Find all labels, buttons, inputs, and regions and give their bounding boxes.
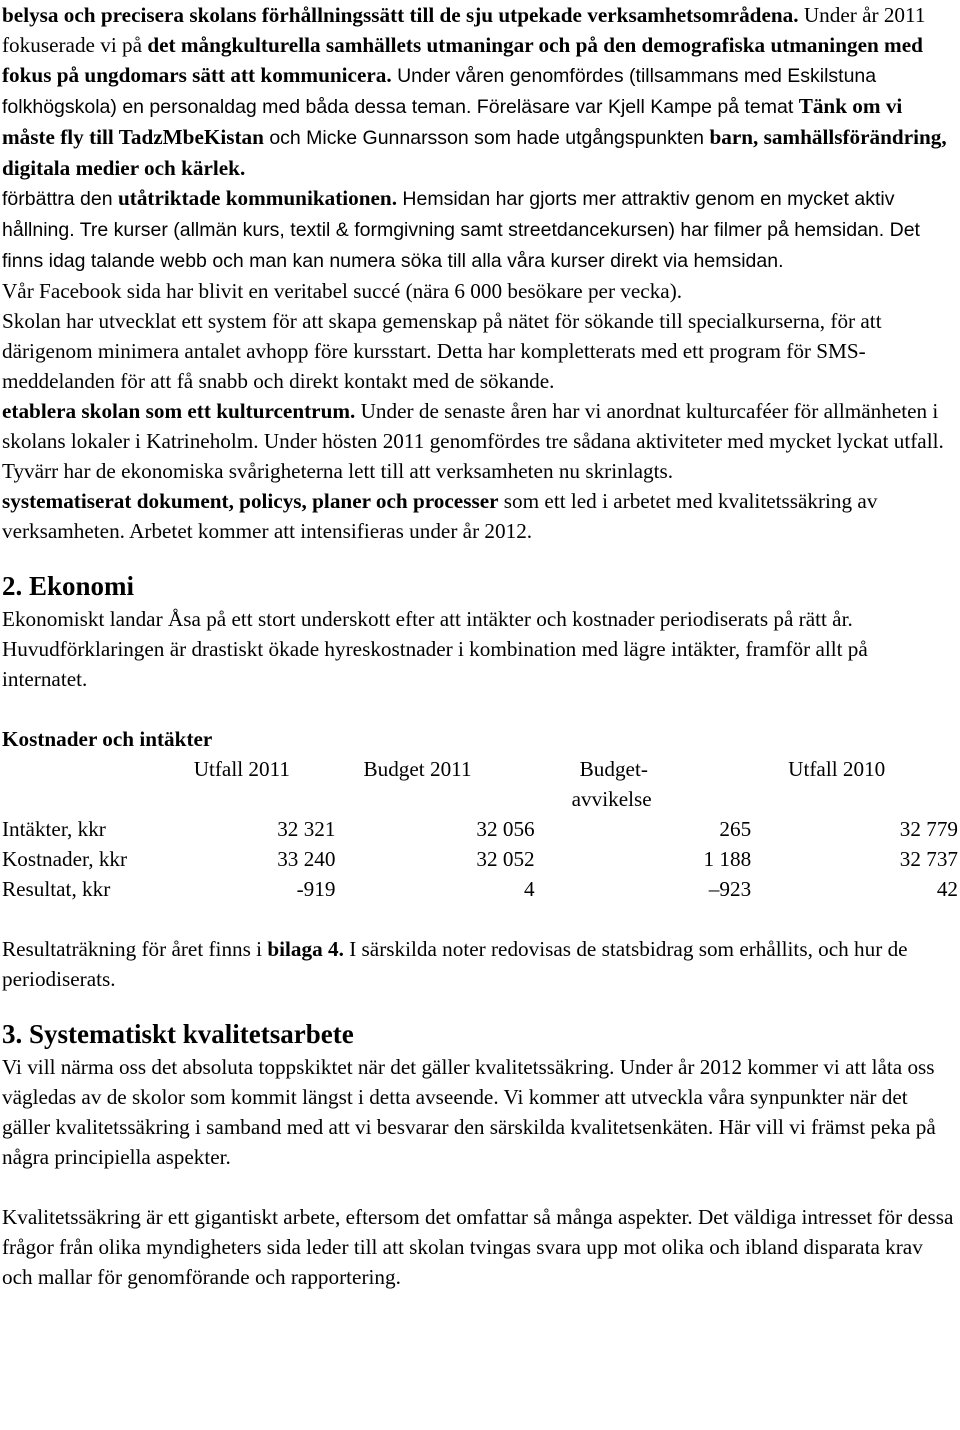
text: Hemsidan har gjorts mer attraktiv genom en mycket aktiv hållning. Tre kurser (allmän kurs, textil & formgivning samt streetdancekursen) har filmer på hemsidan. Det finns idag talande webb och man kan numera söka till alla våra kurser direkt via hemsidan. bbox=[2, 188, 920, 272]
paragraph-ekonomi-intro: Ekonomiskt landar Åsa på ett stort underskott efter att intäkter och kostnader periodiserats på rätt år. Huvudförklaringen är drastiskt ökade hyreskostnader i kombination med lägre intäkter, framför allt på internatet. bbox=[2, 607, 868, 691]
column-header bbox=[535, 754, 752, 784]
text: I särskilda noter redovisas de statsbidrag som erhållits, och hur de periodiserats. bbox=[2, 937, 908, 991]
paragraph-kulturcentrum bbox=[2, 396, 958, 486]
paragraph-systematiserat bbox=[2, 486, 958, 546]
table-row bbox=[2, 844, 958, 874]
column-header-line: avvikelse bbox=[571, 787, 652, 811]
finance-table bbox=[2, 754, 958, 904]
bold-text: bilaga 4. bbox=[267, 937, 344, 961]
paragraph-hemsida bbox=[2, 183, 958, 276]
text: och Micke Gunnarsson som hade utgångspunkten bbox=[263, 127, 710, 149]
table-header-row-continued bbox=[2, 784, 958, 814]
paragraph-kommunikation bbox=[2, 0, 958, 183]
text: Under våren genomfördes (tillsammans med Eskilstuna folkhögskola) en personaldag med båda dessa teman. Föreläsare var Kjell Kampe på temat bbox=[2, 65, 877, 118]
cell: 33 240 bbox=[277, 847, 336, 871]
cell: -919 bbox=[296, 877, 336, 901]
paragraph-kvalitet-2: Kvalitetssäkring är ett gigantiskt arbete, eftersom det omfattar så många aspekter. Det väldiga intresset för dessa frågor från olika myndigheters sida leder till att skolan tvingas svara upp mot olika och ibland disparata krav och mallar för genomförande och rapportering. bbox=[2, 1205, 954, 1289]
bold-text: det mångkulturella samhällets utmaningar och på den demografiska utmaningen med fokus på ungdomars sätt att kommunicera. bbox=[2, 33, 923, 87]
cell: 42 bbox=[936, 877, 958, 901]
column-header: Budget 2011 bbox=[363, 757, 472, 781]
bold-text: utåtriktade kommunikationen. bbox=[118, 186, 398, 210]
cell: 32 737 bbox=[899, 847, 958, 871]
cell: 1 188 bbox=[703, 847, 752, 871]
text: som ett led i arbetet med kvalitetssäkring av verksamheten. Arbetet kommer att intensifieras under år 2012. bbox=[2, 489, 878, 543]
column-header: Utfall 2010 bbox=[788, 757, 886, 781]
table-row bbox=[2, 874, 958, 904]
column-header: Utfall 2011 bbox=[193, 757, 290, 781]
section-heading-kvalitet: 3. Systematiskt kvalitetsarbete bbox=[2, 1019, 354, 1049]
table-title: Kostnader och intäkter bbox=[2, 727, 213, 751]
row-label: Intäkter, kkr bbox=[2, 817, 106, 841]
text: Under år 2011 fokuserade vi på bbox=[2, 3, 926, 57]
row-label: Kostnader, kkr bbox=[2, 847, 128, 871]
cell: 32 779 bbox=[899, 817, 958, 841]
paragraph-natet: Skolan har utvecklat ett system för att skapa gemenskap på nätet för sökande till specialkurserna, för att därigenom minimera antalet avhopp före kursstart. Detta har kompletterats med ett program för SMS-meddelanden för att få snabb och direkt kontakt med de sökande. bbox=[2, 309, 882, 393]
paragraph-resultatrakning bbox=[2, 934, 958, 994]
cell: 265 bbox=[719, 817, 752, 841]
table-header-row bbox=[2, 754, 958, 784]
bold-text: barn, samhällsförändring, digitala medier och kärlek. bbox=[2, 125, 947, 180]
column-header-line: Budget- bbox=[579, 757, 648, 781]
text: förbättra den bbox=[2, 188, 118, 210]
bold-text: belysa och precisera skolans förhållningssätt till de sju utpekade verksamhetsområdena. bbox=[2, 3, 799, 27]
cell: 32 052 bbox=[476, 847, 535, 871]
bold-text: systematiserat dokument, policys, planer och processer bbox=[2, 489, 499, 513]
cell: 32 056 bbox=[476, 817, 535, 841]
table-row bbox=[2, 814, 958, 844]
bold-text: etablera skolan som ett kulturcentrum. bbox=[2, 399, 356, 423]
paragraph-facebook: Vår Facebook sida har blivit en veritabel succé (nära 6 000 besökare per vecka). bbox=[2, 279, 683, 303]
paragraph-kvalitet-1: Vi vill närma oss det absoluta toppskiktet när det gäller kvalitetssäkring. Under år 2012 kommer vi att låta oss vägledas av de skolor som kommit längst i detta avseende. Vi kommer att utveckla våra synpunkter när det gäller kvalitetssäkring i samband med att vi besvarar den särskilda kvalitetsenkäten. Här vill vi främst peka på några principiella aspekter. bbox=[2, 1055, 936, 1169]
text: Resultaträkning för året finns i bbox=[2, 937, 268, 961]
text: Under de senaste åren har vi anordnat kulturcaféer för allmänheten i skolans lokaler i Katrineholm. Under hösten 2011 genomfördes tre sådana aktiviteter med mycket lyckat utfall. Tyvärr har de ekonomiska svårigheterna lett till att verksamheten nu skrinlagts. bbox=[2, 399, 944, 483]
cell: 32 321 bbox=[277, 817, 336, 841]
bold-text: Tänk om vi måste fly till TadzMbeKistan bbox=[2, 94, 903, 149]
row-label: Resultat, kkr bbox=[2, 877, 111, 901]
cell: –923 bbox=[708, 877, 752, 901]
cell: 4 bbox=[524, 877, 535, 901]
section-heading-ekonomi: 2. Ekonomi bbox=[2, 571, 135, 601]
